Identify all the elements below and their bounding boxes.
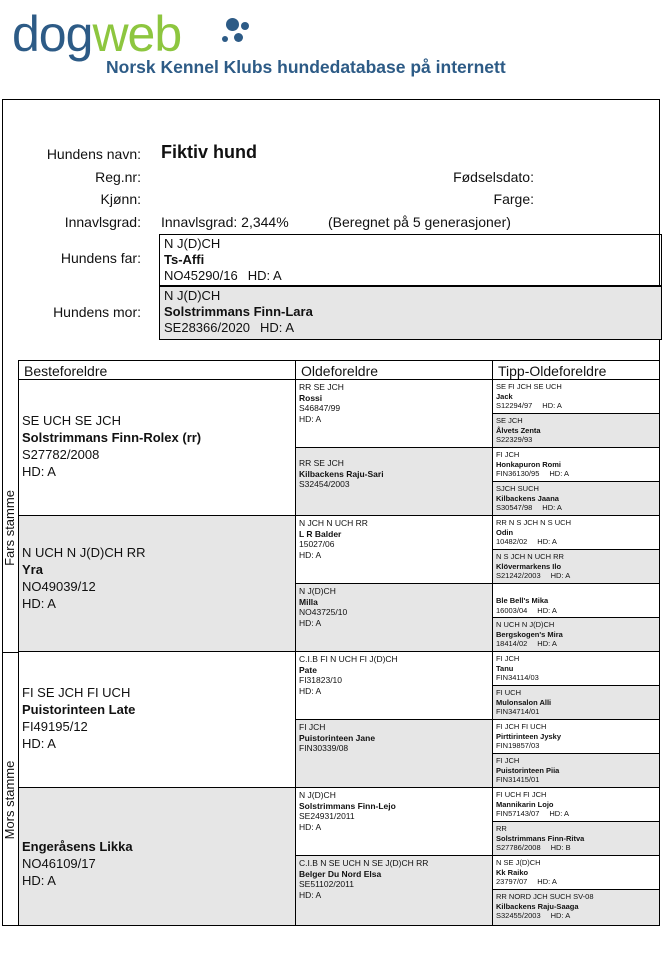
- great-grandparent-name[interactable]: Puistorinteen Jane: [299, 732, 376, 743]
- father-hd: HD: A: [247, 268, 282, 283]
- great-great-grandparent-name[interactable]: Klövermarkens Ilo: [496, 561, 562, 571]
- great-great-grandparent-reg: S27786/2008: [496, 843, 541, 852]
- mother-titles: N J(D)CH: [164, 288, 221, 303]
- logo-subtitle: Norsk Kennel Klubs hundedatabase på internett: [106, 57, 506, 77]
- great-great-grandparent-titles: RR: [496, 824, 507, 833]
- great-great-grandparent-cell: [493, 652, 659, 686]
- reg-label: Reg.nr:: [95, 169, 141, 185]
- dogweb-logo[interactable]: [12, 6, 506, 86]
- header-gp: Besteforeldre: [19, 360, 296, 380]
- great-great-grandparent-name[interactable]: Kilbackens Raju-Saaga: [496, 901, 579, 911]
- mother-hd: HD: A: [260, 320, 294, 335]
- father-box: [159, 234, 662, 286]
- great-great-grandparent-titles: SE JCH: [496, 416, 523, 425]
- lineage-divider: [3, 652, 19, 653]
- great-grandparent-hd: HD: A: [299, 549, 322, 560]
- header-ggp: Oldeforeldre: [296, 360, 493, 380]
- logo-wordmark: [12, 6, 181, 62]
- great-great-grandparent-reg-row: [496, 639, 659, 649]
- grandparent-hd: HD: A: [22, 464, 56, 479]
- great-great-grandparent-hd: HD: A: [537, 537, 557, 546]
- grandparent-titles: FI SE JCH FI UCH: [22, 685, 131, 700]
- great-grandparent-name[interactable]: Rossi: [299, 392, 323, 403]
- great-great-grandparent-hd: HD: A: [549, 809, 569, 818]
- great-great-grandparent-name[interactable]: Ålvets Zenta: [496, 425, 541, 435]
- great-great-grandparent-reg-row: [496, 707, 659, 717]
- great-great-grandparent-cell: [493, 516, 659, 550]
- great-great-grandparent-reg: S21242/2003: [496, 571, 541, 580]
- great-grandparent-reg: SE51102/2011: [299, 879, 354, 889]
- great-great-grandparent-cell: [493, 822, 659, 856]
- great-grandparent-hd: HD: A: [299, 821, 322, 832]
- fars-stamme-label: Fars stamme: [2, 490, 17, 566]
- grandparent-reg: NO49039/12: [22, 579, 96, 594]
- great-great-grandparent-cell: [493, 482, 659, 516]
- great-grandparent-reg: FIN30339/08: [299, 743, 349, 753]
- great-great-grandparent-reg: 10482/02: [496, 537, 528, 546]
- great-grandparent-reg: 15027/06: [299, 539, 335, 549]
- great-grandparent-hd: HD: A: [299, 685, 322, 696]
- great-great-grandparent-titles: FI JCH: [496, 756, 520, 765]
- inbreeding-note: (Beregnet på 5 generasjoner): [328, 214, 511, 230]
- great-great-grandparent-reg-row: [496, 401, 659, 411]
- great-grandparent-hd: HD: A: [299, 617, 322, 628]
- grandparent-cell: [19, 380, 296, 516]
- great-great-grandparent-titles: FI JCH: [496, 450, 520, 459]
- great-great-grandparent-cell: [493, 788, 659, 822]
- great-great-grandparent-reg: FIN31415/01: [496, 775, 540, 784]
- great-great-grandparent-reg: FIN34714/01: [496, 707, 540, 716]
- great-great-grandparent-reg-row: [496, 911, 659, 921]
- mother-reg-row: [164, 320, 657, 336]
- great-grandparent-titles: RR SE JCH: [299, 382, 344, 392]
- great-great-grandparent-reg: 23797/07: [496, 877, 528, 886]
- mother-label: Hundens mor:: [53, 304, 141, 320]
- great-grandparent-titles: N J(D)CH: [299, 586, 336, 596]
- great-great-grandparent-hd: HD: A: [537, 639, 557, 648]
- great-great-grandparent-reg: FIN19857/03: [496, 741, 540, 750]
- grandparent-reg: NO46109/17: [22, 856, 96, 871]
- great-great-grandparent-reg: S22329/93: [496, 435, 533, 444]
- great-great-grandparent-titles: SJCH SUCH: [496, 484, 539, 493]
- great-great-grandparent-reg-row: [496, 877, 659, 887]
- great-great-grandparent-hd: HD: A: [537, 877, 557, 886]
- grandparent-cell: [19, 788, 296, 926]
- great-grandparent-reg: S32454/2003: [299, 479, 350, 489]
- great-great-grandparent-name[interactable]: Mulonsalon Alli: [496, 697, 552, 707]
- great-great-grandparent-name[interactable]: Solstrimmans Finn-Ritva: [496, 833, 585, 843]
- great-great-grandparent-titles: N UCH N J(D)CH: [496, 620, 555, 629]
- great-great-grandparent-cell: [493, 856, 659, 890]
- great-great-grandparent-cell: [493, 414, 659, 448]
- great-grandparent-titles: C.I.B N SE UCH N SE J(D)CH RR: [299, 858, 429, 868]
- great-great-grandparent-reg: FIN57143/07: [496, 809, 540, 818]
- great-great-grandparent-reg-row: [496, 741, 659, 751]
- great-grandparent-cell: [296, 788, 493, 856]
- great-great-grandparent-reg-row: [496, 469, 659, 479]
- great-great-grandparent-cell: [493, 754, 659, 788]
- great-great-grandparent-name[interactable]: Bergskogen's Mira: [496, 629, 563, 639]
- great-grandparent-reg: NO43725/10: [299, 607, 348, 617]
- great-grandparent-reg: FI31823/10: [299, 675, 343, 685]
- great-grandparent-name[interactable]: Milla: [299, 596, 318, 607]
- great-grandparent-titles: FI JCH: [299, 722, 326, 732]
- mother-box: [159, 286, 662, 340]
- great-great-grandparent-name[interactable]: Mannikarin Lojo: [496, 799, 554, 809]
- great-great-grandparent-reg: FIN36130/95: [496, 469, 540, 478]
- grandparent-cell: [19, 516, 296, 652]
- great-great-grandparent-titles: FI JCH: [496, 654, 520, 663]
- logo-dog: dog: [12, 6, 93, 62]
- logo-dot: [226, 18, 239, 31]
- great-great-grandparent-titles: RR N S JCH N S UCH: [496, 518, 572, 527]
- great-great-grandparent-reg: S12294/97: [496, 401, 533, 410]
- great-great-grandparent-cell: [493, 890, 659, 926]
- great-great-grandparent-cell: [493, 618, 659, 652]
- great-great-grandparent-cell: [493, 550, 659, 584]
- great-great-grandparent-reg-row: [496, 503, 659, 513]
- inbreeding-label: Innavlsgrad:: [64, 214, 141, 230]
- name-label: Hundens navn:: [46, 146, 141, 162]
- great-great-grandparent-titles: SE FI JCH SE UCH: [496, 382, 562, 391]
- logo-web: web: [92, 6, 182, 62]
- great-grandparent-cell: [296, 856, 493, 926]
- grandparent-name[interactable]: Engeråsens Likka: [22, 839, 133, 854]
- great-great-grandparent-name[interactable]: Ble Bell's Mika: [496, 596, 549, 605]
- great-grandparent-cell: [296, 380, 493, 448]
- logo-dot: [222, 36, 228, 42]
- father-label: Hundens far:: [60, 250, 141, 266]
- great-great-grandparent-titles: RR NORD JCH SUCH SV-08: [496, 892, 594, 901]
- great-grandparent-cell: [296, 448, 493, 516]
- father-titles: N J(D)CH: [164, 236, 221, 251]
- great-great-grandparent-cell: [493, 686, 659, 720]
- great-great-grandparent-reg: 18414/02: [496, 639, 528, 648]
- great-great-grandparent-reg: 16003/04: [496, 605, 528, 615]
- great-grandparent-reg: S46847/99: [299, 403, 341, 413]
- great-great-grandparent-reg: FIN34114/03: [496, 673, 539, 682]
- great-grandparent-name[interactable]: Kilbackens Raju-Sari: [299, 468, 384, 479]
- great-great-grandparent-reg-row: [496, 843, 659, 853]
- birth-label: Fødselsdato:: [453, 169, 534, 185]
- great-great-grandparent-hd: HD: A: [550, 571, 571, 580]
- great-great-grandparent-hd: HD: A: [549, 469, 569, 478]
- grandparent-reg: FI49195/12: [22, 719, 88, 734]
- great-grandparent-titles: C.I.B FI N UCH FI J(D)CH: [299, 654, 398, 664]
- great-grandparent-name[interactable]: L R Balder: [299, 528, 342, 539]
- header-gggp: Tipp-Oldeforeldre: [493, 360, 659, 380]
- great-great-grandparent-reg-row: [496, 809, 659, 819]
- father-reg-row: [164, 268, 657, 284]
- great-grandparent-name[interactable]: Belger Du Nord Elsa: [299, 868, 382, 879]
- mother-reg: SE28366/2020: [164, 320, 251, 335]
- great-great-grandparent-reg-row: [496, 606, 659, 616]
- great-great-grandparent-hd: HD: A: [537, 605, 557, 615]
- great-great-grandparent-reg-row: [496, 571, 659, 581]
- great-grandparent-name[interactable]: Pate: [299, 664, 317, 675]
- grandparent-name[interactable]: Yra: [22, 562, 43, 577]
- great-great-grandparent-name[interactable]: Kk Raiko: [496, 867, 529, 877]
- mother-name[interactable]: Solstrimmans Finn-Lara: [164, 304, 313, 319]
- great-great-grandparent-titles: FI UCH: [496, 688, 521, 697]
- great-grandparent-titles: RR SE JCH: [299, 458, 344, 468]
- great-grandparent-hd: HD: A: [299, 889, 322, 900]
- great-great-grandparent-cell: [493, 584, 659, 618]
- great-great-grandparent-hd: HD: A: [542, 401, 562, 410]
- grandparent-titles: SE UCH SE JCH: [22, 413, 121, 428]
- great-great-grandparent-name[interactable]: Odin: [496, 527, 514, 537]
- great-great-grandparent-name[interactable]: Kilbackens Jaana: [496, 493, 559, 503]
- logo-dot: [241, 22, 249, 30]
- great-grandparent-cell: [296, 516, 493, 584]
- great-great-grandparent-cell: [493, 720, 659, 754]
- mors-stamme-label: Mors stamme: [2, 760, 17, 840]
- great-great-grandparent-cell: [493, 448, 659, 482]
- great-grandparent-name[interactable]: Solstrimmans Finn-Lejo: [299, 800, 396, 811]
- great-great-grandparent-reg-row: [496, 537, 659, 547]
- great-great-grandparent-titles: FI JCH FI UCH: [496, 722, 547, 731]
- great-grandparent-cell: [296, 584, 493, 652]
- great-great-grandparent-reg: S30547/98: [496, 503, 533, 512]
- grandparent-cell: [19, 652, 296, 788]
- grandparent-hd: HD: A: [22, 736, 56, 751]
- great-grandparent-titles: N J(D)CH: [299, 790, 336, 800]
- great-great-grandparent-reg-row: [496, 435, 659, 445]
- grandparent-reg: S27782/2008: [22, 447, 100, 462]
- great-great-grandparent-name[interactable]: Honkapuron Romi: [496, 459, 561, 469]
- great-grandparent-cell: [296, 652, 493, 720]
- father-reg: NO45290/16: [164, 268, 238, 283]
- great-great-grandparent-name[interactable]: Puistorinteen Piia: [496, 765, 560, 775]
- great-great-grandparent-reg: S32455/2003: [496, 911, 541, 920]
- great-great-grandparent-hd: HD: A: [542, 503, 562, 512]
- grandparent-titles: N UCH N J(D)CH RR: [22, 545, 146, 560]
- sex-label: Kjønn:: [100, 191, 141, 207]
- great-great-grandparent-hd: HD: A: [550, 911, 571, 920]
- great-grandparent-reg: SE24931/2011: [299, 811, 355, 821]
- great-great-grandparent-hd: HD: B: [550, 843, 571, 852]
- great-great-grandparent-titles: N SE J(D)CH: [496, 858, 541, 867]
- inbreeding-value: Innavlsgrad: 2,344%: [161, 214, 289, 230]
- pedigree-sheet: [2, 99, 660, 926]
- great-great-grandparent-name[interactable]: Pirttirinteen Jysky: [496, 731, 562, 741]
- great-great-grandparent-titles: N S JCH N UCH RR: [496, 552, 564, 561]
- logo-dot: [234, 33, 243, 42]
- great-great-grandparent-reg-row: [496, 673, 659, 683]
- grandparent-name[interactable]: Puistorinteen Late: [22, 702, 136, 717]
- grandparent-hd: HD: A: [22, 596, 56, 611]
- great-great-grandparent-name[interactable]: Tanu: [496, 663, 514, 673]
- great-grandparent-hd: HD: A: [299, 413, 322, 424]
- color-label: Farge:: [493, 191, 534, 207]
- great-great-grandparent-name[interactable]: Jack: [496, 391, 513, 401]
- great-grandparent-titles: N JCH N UCH RR: [299, 518, 368, 528]
- great-great-grandparent-reg-row: [496, 775, 659, 785]
- grandparent-hd: HD: A: [22, 873, 56, 888]
- father-name[interactable]: Ts-Affi: [164, 252, 205, 267]
- dog-name: Fiktiv hund: [161, 142, 257, 162]
- lineage-column: [3, 360, 19, 926]
- great-grandparent-cell: [296, 720, 493, 788]
- great-great-grandparent-cell: [493, 380, 659, 414]
- great-great-grandparent-titles: FI UCH FI JCH: [496, 790, 547, 799]
- grandparent-name[interactable]: Solstrimmans Finn-Rolex (rr): [22, 430, 202, 445]
